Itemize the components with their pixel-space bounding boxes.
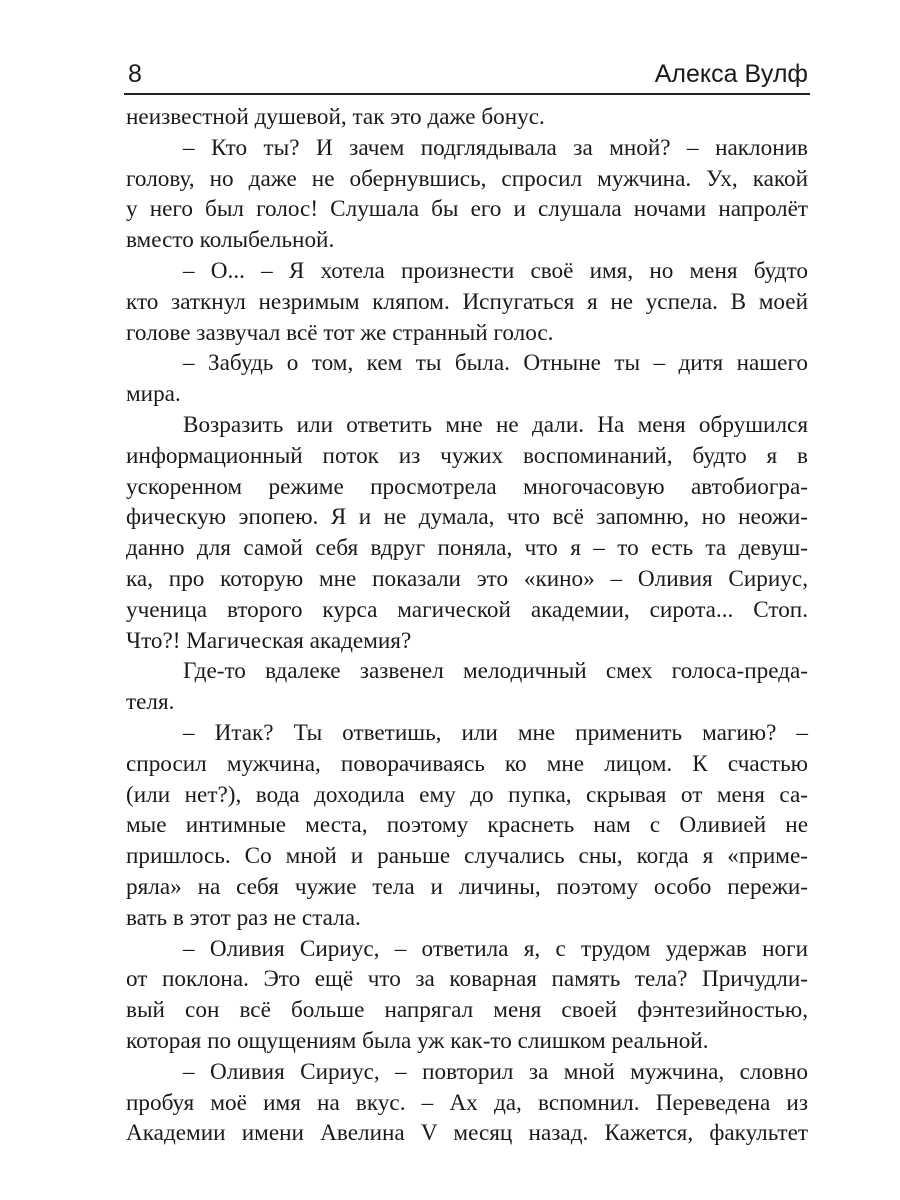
running-head-author: Алекса Вулф (654, 60, 808, 88)
text-line: кто заткнул незримым кляпом. Испугаться я не успела. В моей (126, 288, 808, 315)
text-line: неизвестной душевой, так это даже бонус. (126, 104, 545, 130)
text-line: вать в этот раз не стала. (126, 904, 361, 931)
text-line: ряла» на себя чужие тела и личины, поэтому особо пережи- (126, 873, 808, 900)
text-line: Что?! Магическая академия? (126, 627, 412, 654)
text-line: пришлось. Со мной и раньше случались сны, когда я «приме- (126, 843, 808, 870)
text-line: фическую эпопею. Я и не думала, что всё запомню, но неожи- (126, 504, 808, 531)
text-line: вместо колыбельной. (126, 227, 335, 254)
text-line: от поклона. Это ещё что за коварная память тела? Причудли- (126, 966, 808, 993)
text-line: – Кто ты? И зачем подглядывала за мной? – наклонив (183, 134, 808, 161)
text-line: у него был голос! Слушала бы его и слушала ночами напролёт (126, 196, 808, 223)
text-line: – Оливия Сириус, – ответила я, с трудом удержав ноги (183, 935, 808, 962)
running-head (128, 58, 808, 90)
text-line: теля. (126, 689, 175, 716)
text-line: мира. (126, 381, 181, 408)
header-rule (124, 93, 810, 95)
body-text (126, 102, 808, 1149)
text-line: вый сон всё больше напрягал меня своей фэнтезийностью, (126, 997, 808, 1024)
text-line: – О... – Я хотела произнести своё имя, но меня будто (183, 257, 808, 284)
text-line: – Забудь о том, кем ты была. Отныне ты – дитя нашего (183, 350, 808, 377)
text-line: мые интимные места, поэтому краснеть нам с Оливией не (126, 812, 808, 839)
text-line: (или нет?), вода доходила ему до пупка, скрывая от меня са- (126, 781, 808, 808)
text-line: – Итак? Ты ответишь, или мне применить магию? – (183, 719, 808, 746)
text-line: ка, про которую мне показали это «кино» – Оливия Сириус, (126, 565, 808, 592)
text-line: пробуя моё имя на вкус. – Ах да, вспомнил. Переведена из (126, 1089, 808, 1116)
text-line: спросил мужчина, поворачиваясь ко мне лицом. К счастью (126, 750, 808, 777)
text-line: Где-то вдалеке зазвенел мелодичный смех голоса-преда- (183, 658, 808, 685)
text-line: – Оливия Сириус, – повторил за мной мужчина, словно (183, 1058, 808, 1085)
text-line: информационный поток из чужих воспоминаний, будто я в (126, 442, 808, 469)
text-line: Возразить или ответить мне не дали. На меня обрушился (183, 411, 808, 438)
page-number: 8 (128, 60, 142, 88)
text-line: ученица второго курса магической академии, сирота... Стоп. (126, 596, 808, 623)
text-line: Академии имени Авелина V месяц назад. Кажется, факультет (126, 1120, 808, 1147)
text-line: данно для самой себя вдруг поняла, что я – то есть та девуш- (126, 535, 808, 562)
text-line: голове зазвучал всё тот же странный голос. (126, 319, 554, 346)
text-line: голову, но даже не обернувшись, спросил мужчина. Ух, какой (126, 165, 808, 192)
text-line: ускоренном режиме просмотрела многочасовую автобиогра- (126, 473, 808, 500)
text-line: которая по ощущениям была уж как-то слишком реальной. (126, 1027, 709, 1054)
